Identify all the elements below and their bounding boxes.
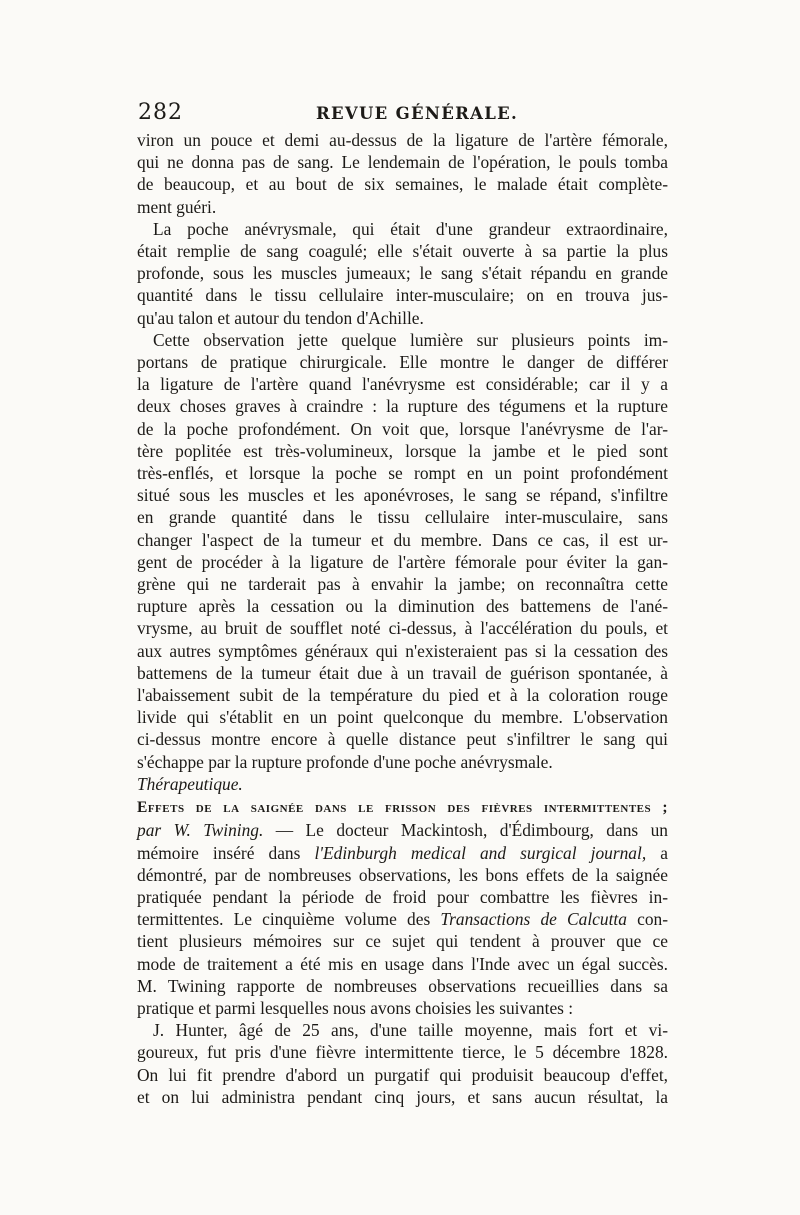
text-line: termittentes. Le cinquième volume des Transactions de Calcutta con- [137,909,669,930]
text-line: profonde, sous les muscles jumeaux; le sang s'était répandu en grande [137,263,668,284]
text-line: La poche anévrysmale, qui était d'une grandeur extraordinaire, [153,218,668,239]
text-line: en grande quantité dans le tissu cellulaire inter-musculaire, sans [137,507,668,528]
article-author-line: par W. Twining. — Le docteur Mackintosh, d'Édimbourg, dans un [137,820,668,841]
text-line: était remplie de sang coagulé; elle s'était ouverte à sa partie la plus [137,241,668,262]
text-line: On lui fit prendre d'abord un purgatif qui produisit beaucoup d'effet, [137,1064,668,1085]
article-heading-line [137,795,668,819]
text-line: de la poche profondément. On voit que, lorsque l'anévrysme de l'ar- [137,418,668,439]
text-line: ci-dessus montre encore à quelle distance peut s'infiltrer le sang qui [137,729,668,750]
page-number: 282 [138,100,183,125]
page-header [138,100,668,130]
text-line: très-enflés, et lorsque la poche se rompt en un point profondément [137,463,668,484]
text-line: ment guéri. [137,196,217,217]
text-line: pratique et parmi lesquelles nous avons choisies les suivantes : [137,997,574,1018]
text-line: tient plusieurs mémoires sur ce sujet qui tendent à prouver que ce [137,931,668,952]
text-line: viron un pouce et demi au-dessus de la ligature de l'artère fémorale, [137,130,668,150]
article-author: W. Twining. [173,820,264,841]
text-line: et on lui administra pendant cinq jours, et sans aucun résultat, la [137,1086,668,1107]
text-line: pratiquée pendant la période de froid pour combattre les fièvres in- [137,886,668,907]
body-text [137,129,668,1108]
text-line: qui ne donna pas de sang. Le lendemain de l'opération, le pouls tomba [137,152,668,173]
text-line: M. Twining rapporte de nombreuses observations recueillies dans sa [137,975,668,996]
text-line: battemens de la tumeur était due à un travail de guérison spontanée, à [137,662,668,683]
text-line: situé sous les muscles et les aponévroses, le sang se répand, s'infiltre [137,485,668,506]
text-line: s'échappe par la rupture profonde d'une poche anévrysmale. [137,751,553,772]
text-line: tère poplitée est très-volumineux, lorsque la jambe et le pied sont [137,440,668,461]
section-title: Thérapeutique. [137,773,243,794]
text-line: la ligature de l'artère quand l'anévrysme est considérable; car il y a [137,374,668,395]
text-line: livide qui s'établit en un point quelconque du membre. L'observation [137,707,668,728]
text-line: J. Hunter, âgé de 25 ans, d'une taille moyenne, mais fort et vi- [153,1020,668,1041]
text-line: quantité dans le tissu cellulaire inter-musculaire; on en trouva jus- [137,285,668,306]
text-line: de beaucoup, et au bout de six semaines, le malade était complète- [137,174,668,195]
running-head: REVUE GÉNÉRALE. [316,104,519,123]
text-line: deux choses graves à craindre : la rupture des tégumens et la rupture [137,396,668,417]
text-line: mode de traitement a été mis en usage dans l'Inde avec un égal succès. [137,953,668,974]
text-line: démontré, par de nombreuses observations, les bons effets de la saignée [137,864,668,885]
transactions-title: Transactions de Calcutta [440,909,627,930]
text-line: qu'au talon et autour du tendon d'Achille. [137,307,424,328]
text-line: l'abaissement subit de la température du pied et à la coloration rouge [137,685,668,706]
text-line: goureux, fut pris d'une fièvre intermittente tierce, le 5 décembre 1828. [137,1042,668,1063]
text-line: changer l'aspect de la tumeur et du membre. Dans ce cas, il est ur- [137,529,668,550]
text-line: vrysme, au bruit de soufflet noté ci-dessus, à l'accélération du pouls, et [137,618,668,639]
text-line: Cette observation jette quelque lumière sur plusieurs points im- [153,329,668,350]
text-line: portans de pratique chirurgicale. Elle montre le danger de différer [137,352,668,373]
journal-title: l'Edinburgh medical and surgical journal, [314,842,647,863]
text-line: grène qui ne tarderait pas à envahir la jambe; on reconnaîtra cette [137,574,668,595]
text-line: gent de procéder à la ligature de l'artère fémorale pour éviter la gan- [137,551,668,572]
article-title: Effets de la saignée dans le frisson des fièvres intermittentes ; [137,799,668,817]
text-line: rupture après la cessation ou la diminution des battemens de l'ané- [137,596,668,617]
text-line: mémoire inséré dans l'Edinburgh medical and surgical journal, a [137,842,668,863]
text-line: aux autres symptômes généraux qui n'existeraient pas si la cessation des [137,640,668,661]
